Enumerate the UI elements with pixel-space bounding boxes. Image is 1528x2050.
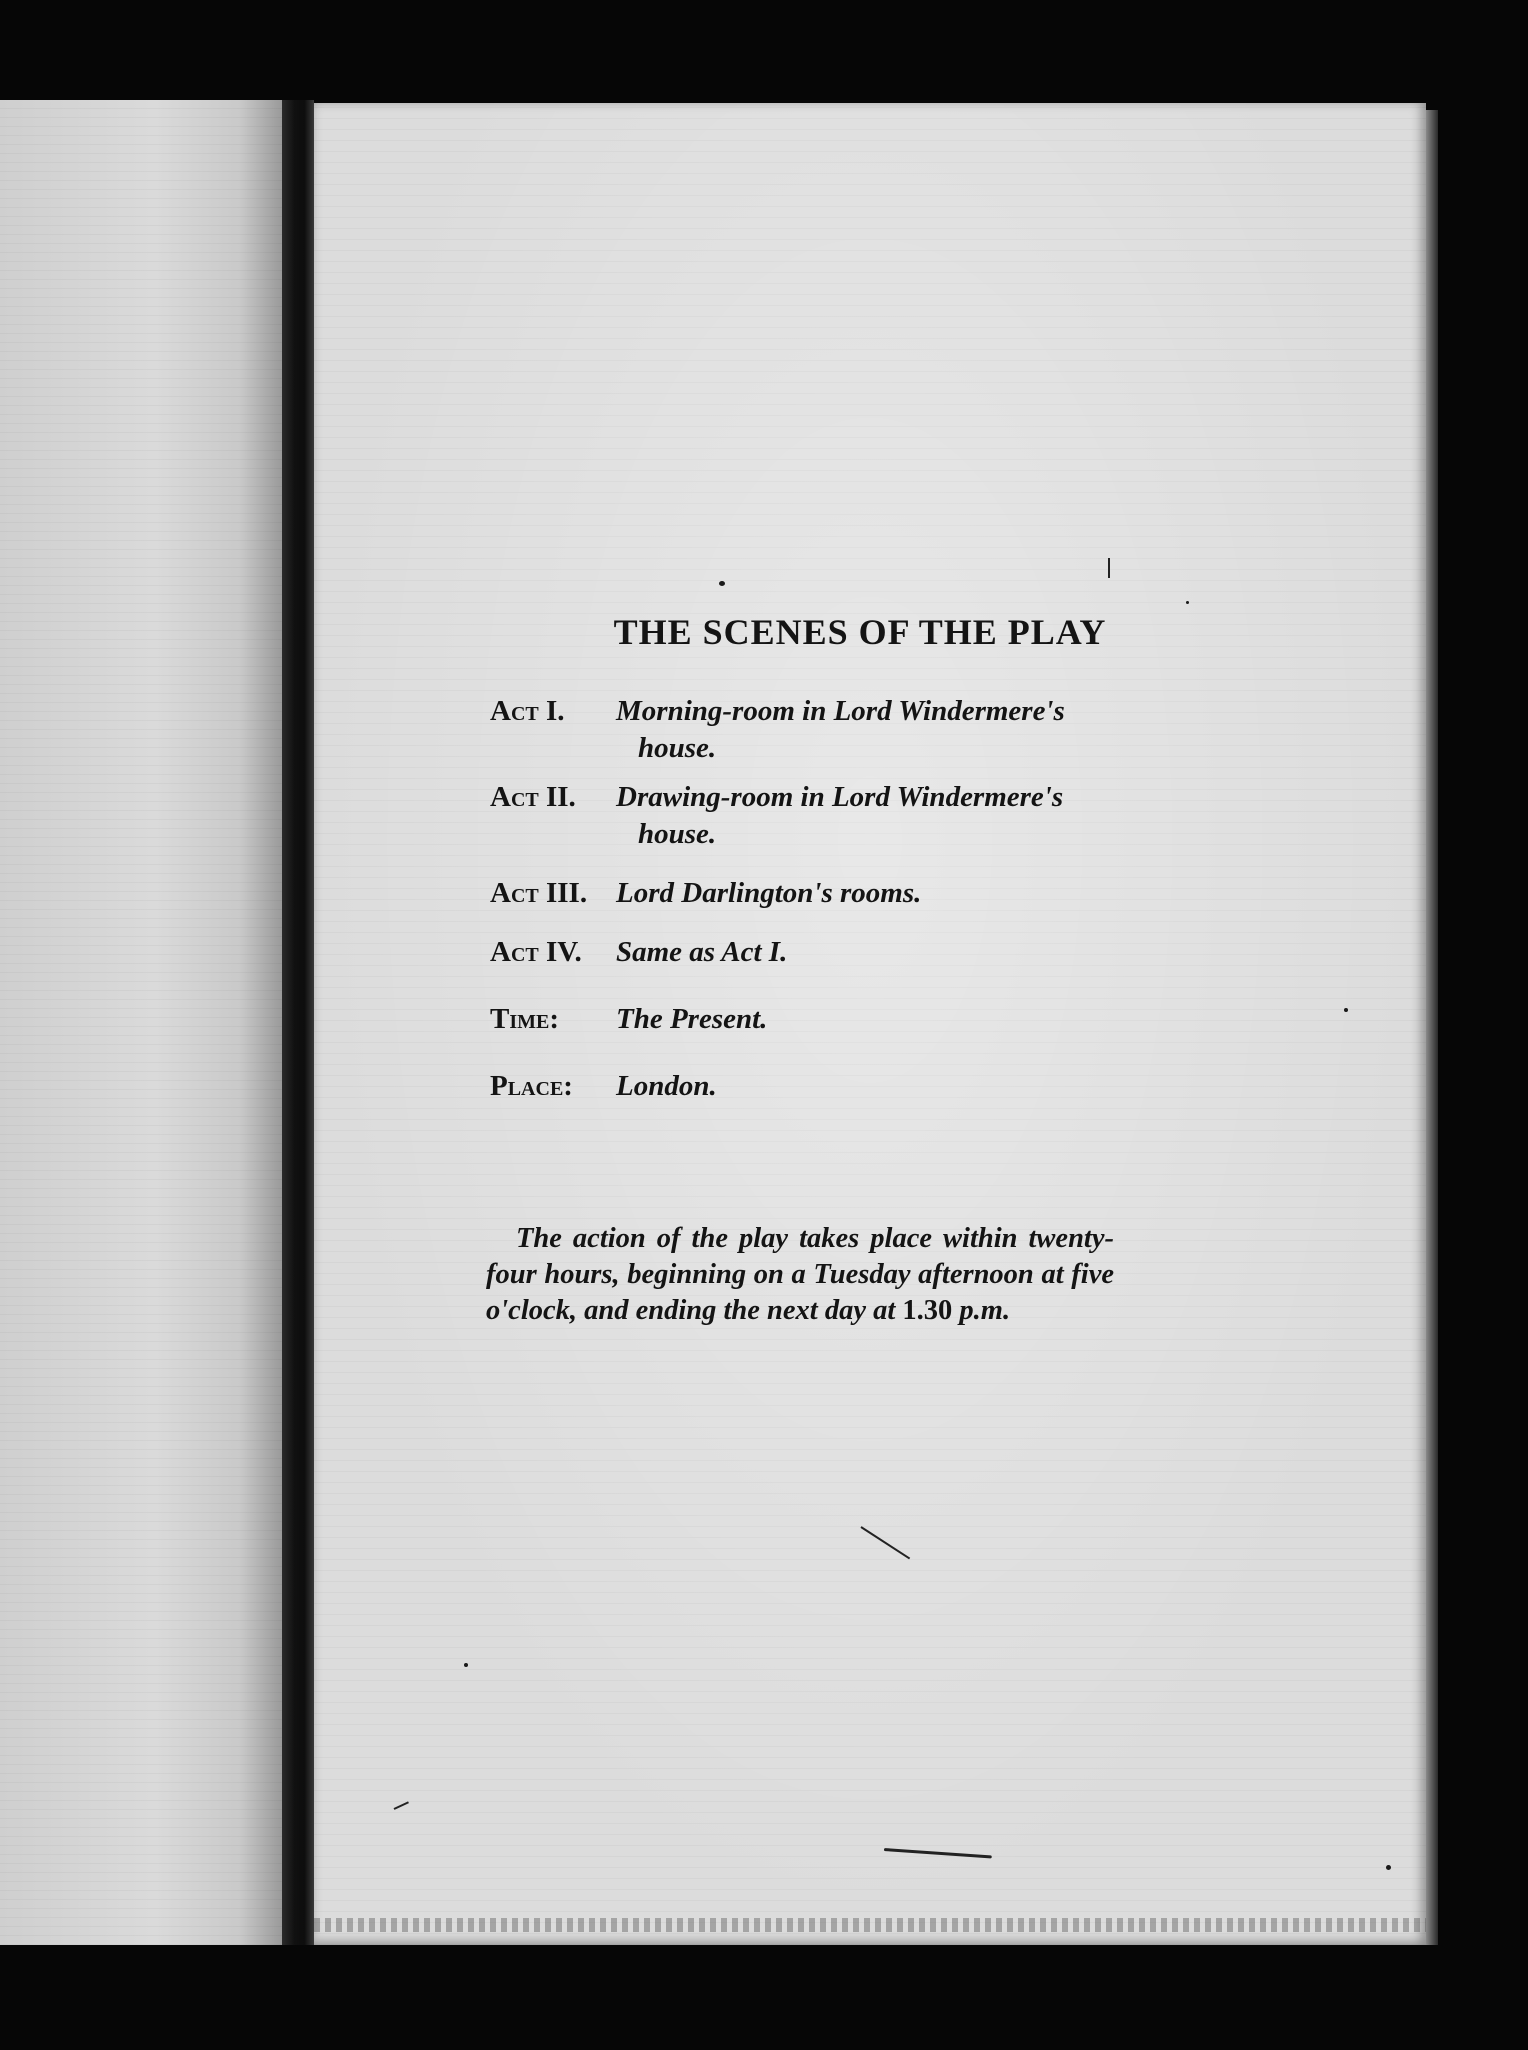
page-bottom-edge: [314, 1918, 1426, 1932]
act-prefix: Act: [490, 781, 539, 813]
act-description: [616, 934, 1110, 971]
scratch-mark: [1108, 558, 1110, 578]
page-title: THE SCENES OF THE PLAY: [613, 612, 1107, 652]
act-description-line2: house.: [638, 732, 717, 764]
note-text-after: p.m.: [952, 1295, 1011, 1326]
scratch-mark: [394, 1801, 409, 1810]
page-edge: [1426, 110, 1438, 1945]
speck-mark: [1186, 601, 1189, 604]
act-prefix: Act: [490, 695, 539, 727]
scene-list: [490, 693, 1110, 1105]
act-label: [490, 934, 616, 971]
act-description-line1: Drawing-room in Lord Windermere's: [616, 781, 1064, 813]
place-label: Place:: [490, 1070, 573, 1102]
act-description-line2: house.: [638, 818, 717, 850]
act-numeral: IV.: [545, 936, 582, 968]
act-numeral: II.: [545, 781, 576, 813]
scratch-mark: [884, 1848, 992, 1859]
place-value: London.: [616, 1070, 717, 1102]
act-description-line1: Lord Darlington's rooms.: [616, 877, 922, 909]
act-row-2: [490, 779, 1110, 853]
act-description: [616, 779, 1110, 853]
left-facing-page: [0, 100, 282, 1945]
scratch-mark: [860, 1526, 910, 1559]
right-page: [314, 103, 1426, 1945]
act-label: [490, 875, 616, 912]
place-row: [490, 1068, 1110, 1105]
note-text-before: The action of the play takes place within twenty-four hours, beginning on a Tuesday afternoon at five o'clock, and ending the next day at: [486, 1223, 1114, 1326]
act-numeral: I.: [545, 695, 565, 727]
action-note: [486, 1221, 1114, 1329]
page-content: [314, 103, 1426, 1945]
act-row-3: [490, 875, 1110, 912]
time-value: The Present.: [616, 1003, 768, 1035]
time-label: Time:: [490, 1003, 559, 1035]
act-description: [616, 875, 1110, 912]
act-prefix: Act: [490, 877, 539, 909]
act-description: [616, 693, 1110, 767]
act-description-line1: Morning-room in Lord Windermere's: [616, 695, 1065, 727]
speck-mark: [719, 581, 725, 586]
speck-mark: [464, 1663, 468, 1667]
act-description-line1: Same as Act I.: [616, 936, 788, 968]
act-row-1: [490, 693, 1110, 767]
note-time-number: 1.30: [902, 1295, 953, 1326]
time-row: [490, 1001, 1110, 1038]
act-prefix: Act: [490, 936, 539, 968]
book-gutter: [282, 100, 314, 1945]
act-numeral: III.: [545, 877, 588, 909]
speck-mark: [1344, 1008, 1348, 1012]
act-row-4: [490, 934, 1110, 971]
speck-mark: [1386, 1865, 1391, 1870]
act-label: [490, 693, 616, 730]
act-label: [490, 779, 616, 816]
